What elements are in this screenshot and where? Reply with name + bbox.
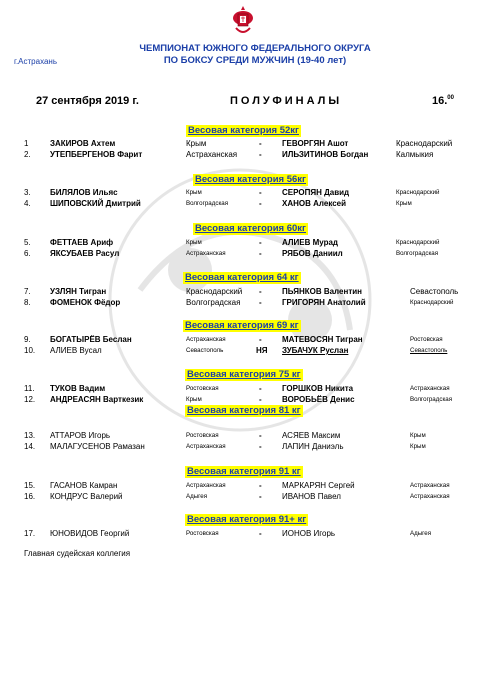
boxer2-region: Астраханская [410,482,450,489]
bout-separator: - [259,287,262,296]
boxer1-region: Астраханская [186,150,238,159]
boxer1-name: ШИПОВСКИЙ Дмитрий [50,199,141,208]
boxer2-name: МАРКАРЯН Сергей [282,481,355,490]
bout-separator: - [259,238,262,247]
bout-separator: - [259,188,262,197]
bout-number: 2. [24,150,31,159]
boxer1-name: БОГАТЫРЁВ Беслан [50,335,132,344]
boxer1-region: Волгоградская [186,298,241,307]
start-time: 16.00 [432,95,454,107]
weight-category-69: Весовая категория 69 кг [185,320,299,331]
boxer2-name: АЛИЕВ Мурад [282,238,338,247]
boxer2-name: ИЛЬЗИТИНОВ Богдан [282,150,369,159]
bout-number: 11. [24,384,35,393]
bout-separator: - [259,150,262,159]
weight-category-64: Весовая категория 64 кг [185,272,299,283]
weight-category-75: Весовая категория 75 кг [187,369,301,380]
bout-number: 8. [24,298,31,307]
boxer2-name: АСЯЕВ Максим [282,431,341,440]
boxer1-region: Астраханская [186,250,226,257]
boxer1-name: ФОМЕНОК Фёдор [50,298,121,307]
city-label: г.Астрахань [14,57,58,66]
bout-number: 3. [24,188,31,197]
boxer2-region: Астраханская [410,493,450,500]
boxer1-region: Ростовская [186,432,219,439]
boxer1-name: МАЛАГУСЕНОВ Рамазан [50,442,145,451]
bout-separator: - [259,442,262,451]
bout-separator: - [259,199,262,208]
bout-separator: - [259,431,262,440]
boxer1-name: АЛИЕВ Вусал [50,346,102,355]
boxer2-region: Астраханская [410,385,450,392]
boxer1-name: ЗАКИРОВ Ахтем [50,139,116,148]
boxer1-name: ЮНОВИДОВ Георгий [50,529,130,538]
boxer2-name: ХАНОВ Алексей [282,199,347,208]
boxer1-region: Крым [186,139,207,148]
boxer1-region: Ростовская [186,530,219,537]
boxer2-name: ИОНОВ Игорь [282,529,336,538]
boxer2-name: ИВАНОВ Павел [282,492,341,501]
boxer2-name: ВОРОБЬЁВ Денис [282,395,355,404]
boxer2-name: ГЕВОРГЯН Ашот [282,139,349,148]
boxer2-name: ГОРШКОВ Никита [282,384,354,393]
federation-emblem-icon [232,4,254,38]
boxer1-region: Адыгея [186,493,208,500]
bout-separator: - [259,139,262,148]
weight-category-52: Весовая категория 52кг [188,125,299,136]
boxer1-region: Астраханская [186,482,226,489]
bout-separator: - [259,298,262,307]
boxer2-name: МАТЕВОСЯН Тигран [282,335,363,344]
boxer1-region: Крым [186,239,202,246]
boxer1-region: Крым [186,189,202,196]
boxer2-region: Севастополь [410,347,448,354]
boxer1-region: Волгоградская [186,200,229,207]
championship-title: ЧЕМПИОНАТ ЮЖНОГО ФЕДЕРАЛЬНОГО ОКРУГА [139,43,371,54]
weight-category-60: Весовая категория 60кг [195,223,306,234]
bout-number: 9. [24,335,31,344]
boxer1-region: Ростовская [186,385,219,392]
boxer2-region: Краснодарский [396,189,440,196]
bout-separator: - [259,384,262,393]
bout-number: 12. [24,395,36,404]
boxer1-region: Крым [186,396,202,403]
bout-number: 6. [24,249,31,258]
bout-separator: - [259,395,262,404]
boxer1-region: Астраханская [186,336,226,343]
boxer2-region: Волгоградская [396,250,439,257]
bout-number: 17. [24,529,36,538]
bout-separator: - [259,529,262,538]
judging-panel-label: Главная судейская коллегия [24,549,131,558]
boxer2-name: СЕРОПЯН Давид [282,188,350,197]
boxer2-region: Краснодарский [410,299,454,306]
bout-number: 14. [24,442,36,451]
weight-category-56: Весовая категория 56кг [195,174,306,185]
boxer1-name: УЗЛЯН Тигран [50,287,107,296]
boxer2-region: Крым [396,200,412,207]
boxer1-region: Астраханская [186,443,226,450]
bout-number: 15. [24,481,36,490]
boxer2-name: ЗУБАЧУК Руслан [282,346,349,355]
boxer2-name: ЛАПИН Даниэль [282,442,344,451]
weight-category-81: Весовая категория 81 кг [187,405,301,416]
bout-number: 5. [24,238,31,247]
boxer2-region: Адыгея [410,530,432,537]
boxer2-region: Крым [410,443,426,450]
boxer1-region: Краснодарский [186,287,243,296]
boxer1-name: УТЕПБЕРГЕНОВ Фарит [50,150,143,159]
bout-number: 16. [24,492,36,501]
boxer1-name: КОНДРУС Валерий [50,492,123,501]
boxer2-region: Ростовская [410,336,443,343]
boxer1-name: АНДРЕАСЯН Варткезик [50,395,144,404]
boxer2-name: РЯБОВ Даниил [282,249,343,258]
boxer1-name: ЯКСУБАЕВ Расул [50,249,120,258]
bout-number: 7. [24,287,31,296]
bout-separator: - [259,481,262,490]
bout-number: 4. [24,199,31,208]
bout-separator: - [259,492,262,501]
bout-separator: - [259,335,262,344]
boxer1-name: БИЛЯЛОВ Ильяс [50,188,118,197]
boxer1-name: АТТАРОВ Игорь [50,431,111,440]
weight-category-91: Весовая категория 91 кг [187,466,301,477]
event-date: 27 сентября 2019 г. [36,95,139,107]
boxer2-name: ПЬЯНКОВ Валентин [282,287,362,296]
boxer2-region: Краснодарский [396,139,453,148]
bout-number: 13. [24,431,36,440]
bout-separator: - [259,249,262,258]
boxer2-region: Севастополь [410,287,459,296]
boxer1-name: ТУКОВ Вадим [50,384,106,393]
bout-number: 1 [24,139,29,148]
boxer1-name: ФЕТТАЕВ Ариф [50,238,114,247]
bout-result-note: НЯ [256,346,268,355]
championship-subtitle: ПО БОКСУ СРЕДИ МУЖЧИН (19-40 лет) [163,55,347,66]
boxer1-region: Севастополь [186,347,224,354]
stage-title: ПОЛУФИНАЛЫ [230,95,343,107]
boxer1-name: ГАСАНОВ Камран [50,481,118,490]
boxer2-region: Калмыкия [396,150,434,159]
boxer2-region: Краснодарский [396,239,440,246]
boxer2-region: Крым [410,432,426,439]
bout-number: 10. [24,346,36,355]
weight-category-91plus: Весовая категория 91+ кг [187,514,307,525]
boxer2-name: ГРИГОРЯН Анатолий [282,298,366,307]
boxer2-region: Волгоградская [410,396,453,403]
